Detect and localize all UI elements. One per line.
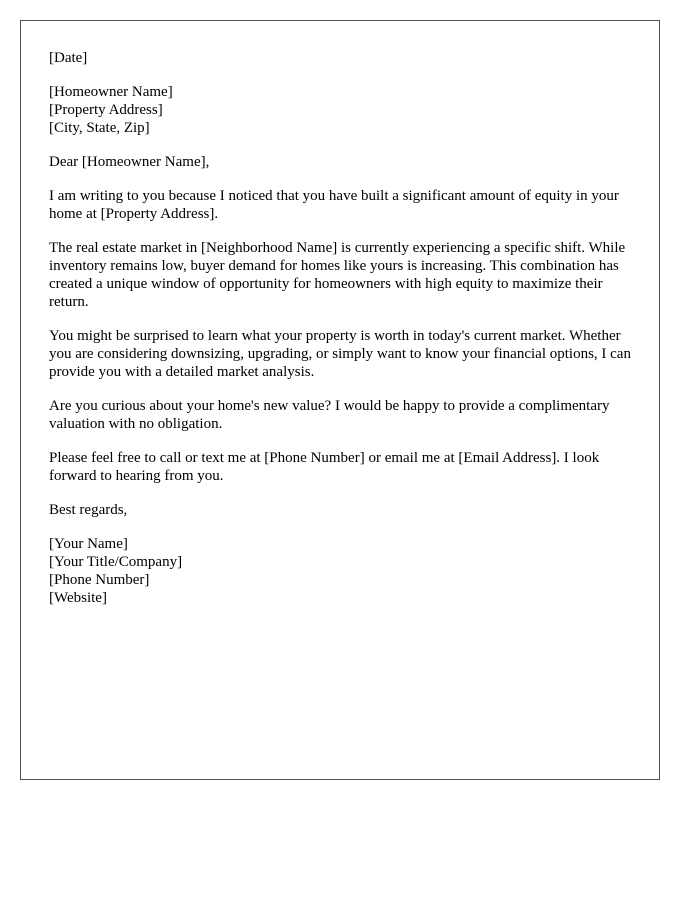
salutation: Dear [Homeowner Name], <box>49 154 210 170</box>
signature-title-company: [Your Title/Company] <box>49 554 183 570</box>
body-paragraph: The real estate market in [Neighborhood Name] is currently experiencing a specific shift. While inventory remains low, buyer demand for homes like yours is increasing. This combination has created a unique window of opportunity for homeowners with high equity to maximize their return. <box>49 240 626 310</box>
signature-phone: [Phone Number] <box>49 572 150 588</box>
recipient-city-state-zip: [City, State, Zip] <box>49 120 150 136</box>
signature-website: [Website] <box>49 590 107 606</box>
letter-body <box>49 49 639 623</box>
recipient-name: [Homeowner Name] <box>49 84 173 100</box>
letter-frame <box>20 20 660 780</box>
body-paragraph: You might be surprised to learn what your property is worth in today's current market. Whether you are considering downsizing, upgrading, or simply want to know your financial options, I can provide you with a detailed market analysis. <box>49 328 631 380</box>
body-paragraph: Are you curious about your home's new value? I would be happy to provide a complimentary valuation with no obligation. <box>49 398 610 432</box>
recipient-address: [Property Address] <box>49 102 163 118</box>
body-paragraph: I am writing to you because I noticed that you have built a significant amount of equity in your home at [Property Address]. <box>49 188 619 222</box>
closing: Best regards, <box>49 502 128 518</box>
letter-date: [Date] <box>49 50 88 66</box>
recipient-block <box>49 83 639 137</box>
signature-name: [Your Name] <box>49 536 128 552</box>
body-paragraph: Please feel free to call or text me at [Phone Number] or email me at [Email Address]. I look forward to hearing from you. <box>49 450 600 484</box>
signature-block <box>49 535 639 607</box>
